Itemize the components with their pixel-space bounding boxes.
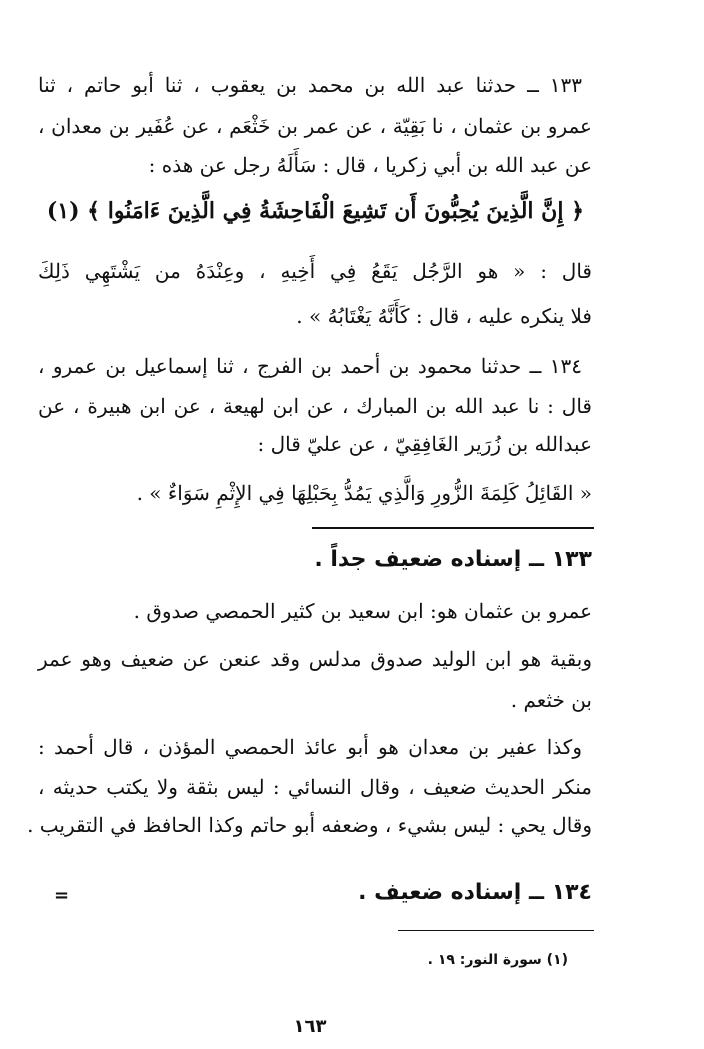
hadith-133-line-1: ١٣٣ ــ حدثنا عبد الله بن محمد بن يعقوب ، ثنا أبو حاتم ، ثنا [38,73,582,97]
section-divider [312,527,594,529]
hadith-133-line-2: عمرو بن عثمان ، نا بَقِيّة ، عن عمر بن خَثْعَم ، عن عُفَير بن معدان ، [38,114,592,138]
note-133-line-2: وبقية هو ابن الوليد صدوق مدلس وقد عنعن عن ضعيف وهو عمر [38,647,592,671]
quran-verse: ﴿ إِنَّ الَّذِينَ يُحِبُّونَ أَن تَشِيعَ الْفَاحِشَةُ فِي الَّذِينَ ءَامَنُوا ﴾ (١) [46,198,584,224]
page-number: ١٦٣ [293,1016,327,1037]
hadith-133-reply-line-2: فلا ينكره عليه ، قال : كَأَنَّهُ يَغْتَابُهُ » . [296,304,592,328]
hadith-133-reply-line-1: قال : « هو الرَّجُل يَقَعُ فِي أَخِيهِ ، وعِنْدَهُ من يَشْتَهِي ذَلِكَ [38,259,592,283]
hadith-134-line-1: ١٣٤ ــ حدثنا محمود بن أحمد بن الفرج ، ثنا إسماعيل بن عمرو ، [38,354,582,378]
note-133-line-1: عمرو بن عثمان هو: ابن سعيد بن كثير الحمصي صدوق . [133,599,592,623]
note-133-line-6: وقال يحي : ليس بشيء ، وضعفه أبو حاتم وكذا الحافظ في التقريب . [27,813,592,837]
note-133-heading: ١٣٣ ــ إسناده ضعيف جداً . [314,547,592,572]
hadith-134-line-2: قال : نا عبد الله بن المبارك ، عن ابن لهيعة ، عن ابن هبيرة ، عن [38,394,592,418]
hadith-134-line-3: عبدالله بن زُرَير الغَافِقِيّ ، عن عليّ قال : [257,432,592,456]
footnote-divider [398,930,594,931]
note-134-heading: ١٣٤ ــ إسناده ضعيف . [358,880,592,905]
continuation-mark: = [54,885,70,906]
footnote: (١) سورة النور: ١٩ . [427,952,568,968]
note-133-line-5: منكر الحديث ضعيف ، وقال النسائي : ليس بثقة ولا يكتب حديثه ، [38,775,592,799]
note-133-line-3: بن خثعم . [510,688,592,712]
hadith-134-saying: « القَائِلُ كَلِمَةَ الزُّورِ وَالَّذِي يَمُدُّ بِحَبْلِهَا فِي الإِثْمِ سَوَاءٌ » . [136,481,592,505]
hadith-133-line-3: عن عبد الله بن أبي زكريا ، قال : سَأَلَهُ رجل عن هذه : [148,153,592,177]
note-133-line-4: وكذا عفير بن معدان هو أبو عائذ الحمصي المؤذن ، قال أحمد : [38,735,582,759]
